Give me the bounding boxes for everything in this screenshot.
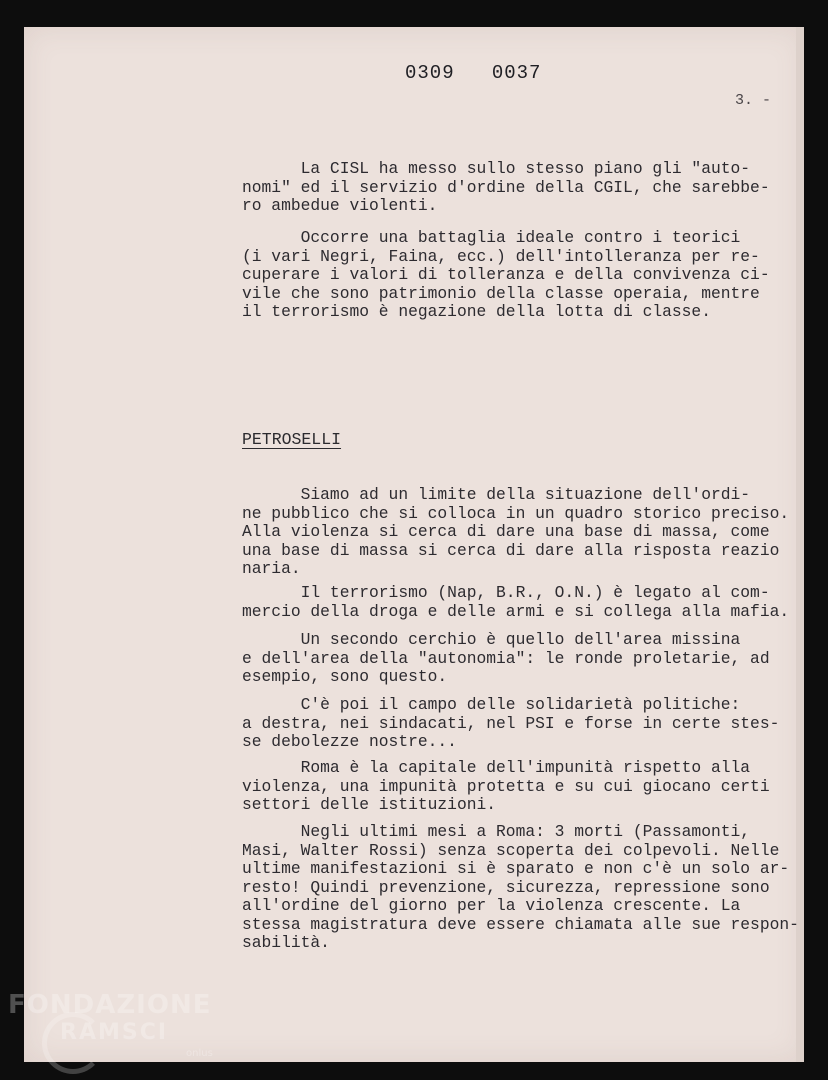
paragraph bbox=[242, 229, 802, 322]
document-number: 0309 0037 bbox=[405, 62, 542, 84]
text-line: Masi, Walter Rossi) senza scoperta dei colpevoli. Nelle bbox=[242, 840, 780, 860]
text-line: violenza, una impunità protetta e su cui giocano certi bbox=[242, 776, 770, 796]
text-line: cuperare i valori di tolleranza e della convivenza ci- bbox=[242, 265, 770, 284]
page-number: 3. - bbox=[735, 92, 772, 109]
text-line: resto! Quindi prevenzione, sicurezza, repressione sono bbox=[242, 877, 770, 897]
section-heading: PETROSELLI bbox=[242, 430, 342, 449]
paragraph bbox=[242, 160, 802, 216]
fondazione-gramsci-watermark bbox=[8, 990, 213, 1059]
text-line: all'ordine del giorno per la violenza crescente. La bbox=[242, 896, 741, 915]
text-line: ultime manifestazioni si è sparato e non c'è un solo ar- bbox=[242, 859, 790, 878]
text-line: vile che sono patrimonio della classe operaia, mentre bbox=[242, 283, 760, 303]
paragraph bbox=[242, 584, 802, 621]
paragraph bbox=[242, 696, 802, 752]
text-line: Negli ultimi mesi a Roma: 3 morti (Passamonti, bbox=[242, 822, 751, 841]
text-line: Alla violenza si cerca di dare una base di massa, come bbox=[242, 522, 770, 541]
text-line: mercio della droga e delle armi e si collega alla mafia. bbox=[242, 601, 790, 621]
text-line: sabilità. bbox=[242, 933, 330, 952]
text-line: La CISL ha messo sullo stesso piano gli "auto- bbox=[242, 159, 751, 178]
text-line: una base di massa si cerca di dare alla risposta reazio bbox=[242, 540, 780, 560]
text-line: settori delle istituzioni. bbox=[242, 795, 497, 814]
text-line: Roma è la capitale dell'impunità rispetto alla bbox=[242, 758, 751, 777]
paragraph bbox=[242, 759, 802, 815]
paragraph bbox=[242, 486, 802, 579]
text-line: a destra, nei sindacati, nel PSI e forse in certe stes- bbox=[242, 713, 780, 733]
text-line: C'è poi il campo delle solidarietà politiche: bbox=[242, 695, 741, 714]
text-line: e dell'area della "autonomia": le ronde proletarie, ad bbox=[242, 648, 770, 668]
text-line: se debolezze nostre... bbox=[242, 732, 457, 751]
text-line: nomi" ed il servizio d'ordine della CGIL, che sarebbe- bbox=[242, 177, 770, 197]
text-line: ne pubblico che si colloca in un quadro storico preciso. bbox=[242, 503, 790, 523]
text-line: Occorre una battaglia ideale contro i teorici bbox=[242, 228, 741, 247]
text-line: Il terrorismo (Nap, B.R., O.N.) è legato al com- bbox=[242, 583, 770, 602]
watermark-line-2: RAMSCI bbox=[60, 1020, 169, 1045]
text-line: Siamo ad un limite della situazione dell'ordi- bbox=[242, 485, 751, 504]
watermark-line-3: onlus bbox=[186, 1048, 213, 1059]
watermark-line-1: FONDAZIONE bbox=[8, 990, 212, 1020]
text-line: il terrorismo è negazione della lotta di classe. bbox=[242, 302, 711, 321]
text-line: ro ambedue violenti. bbox=[242, 196, 438, 215]
g-logo-icon bbox=[42, 1012, 104, 1074]
paragraph bbox=[242, 823, 802, 953]
text-line: naria. bbox=[242, 559, 301, 578]
text-line: stessa magistratura deve essere chiamata alle sue respon- bbox=[242, 914, 799, 934]
text-line: Un secondo cerchio è quello dell'area missina bbox=[242, 630, 741, 649]
paragraph bbox=[242, 631, 802, 687]
text-line: (i vari Negri, Faina, ecc.) dell'intolleranza per re- bbox=[242, 246, 760, 266]
text-line: esempio, sono questo. bbox=[242, 667, 448, 686]
